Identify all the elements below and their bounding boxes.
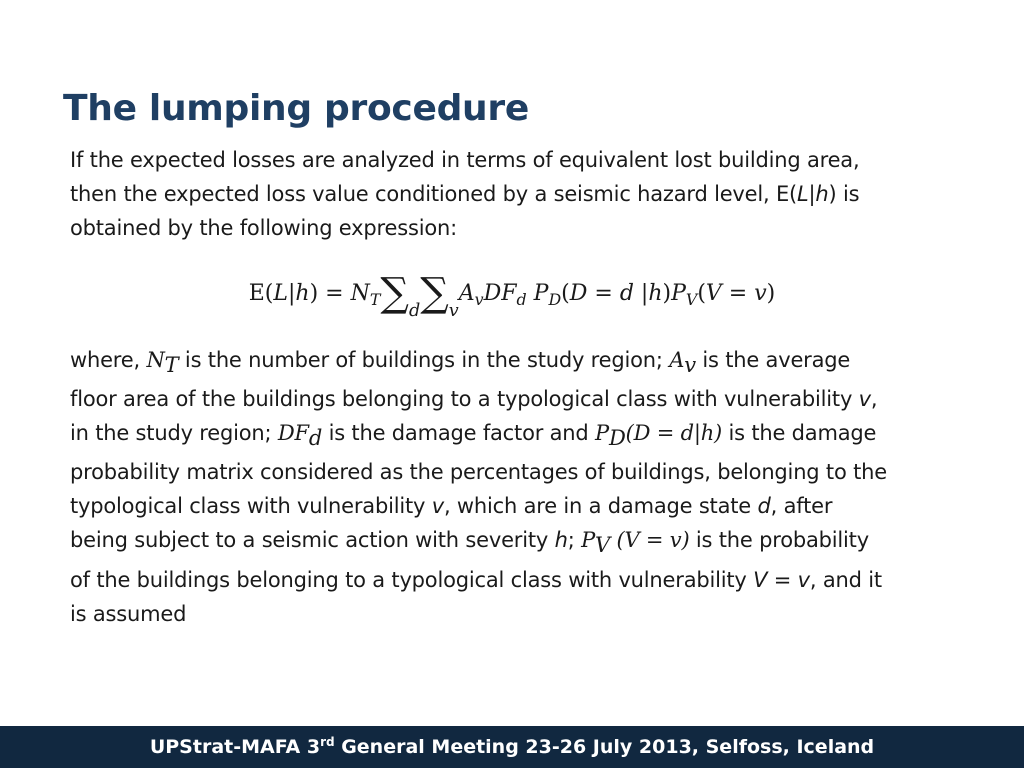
- formula-L: L: [273, 281, 288, 306]
- expected-loss-formula: [0, 264, 1024, 324]
- where-symbol-PD-args: (D = d|h): [625, 421, 723, 446]
- intro-line-1: If the expected losses are analyzed in terms of equivalent lost building area,: [70, 148, 860, 172]
- formula-expression: [249, 264, 776, 324]
- where-l7-c: , and it: [809, 567, 882, 592]
- where-paragraph: [70, 343, 887, 631]
- formula-PD-close: ): [662, 281, 672, 306]
- formula-sum-d-icon: ∑: [380, 270, 409, 316]
- slide-title: The lumping procedure: [63, 88, 529, 129]
- where-l5-b: , which are in a damage state: [443, 494, 758, 519]
- where-symbol-PV-args: (V = v): [610, 528, 690, 553]
- formula-lhs-open: (: [264, 281, 274, 306]
- where-symbol-PV-sub: V: [595, 533, 610, 558]
- where-symbol-PD: P: [595, 421, 609, 446]
- formula-PD-sub: D: [548, 289, 562, 309]
- formula-DF-sub: d: [516, 289, 527, 309]
- formula-DF: DF: [483, 281, 517, 306]
- where-l7-V: V: [753, 567, 768, 592]
- where-l6-h: h: [554, 528, 568, 553]
- where-l5-d: d: [757, 494, 771, 519]
- where-l7-b: =: [767, 567, 798, 592]
- where-l5-a: typological class with vulnerability: [70, 494, 432, 519]
- where-l7-a: of the buildings belonging to a typological class with vulnerability: [70, 567, 754, 592]
- where-l6-b: ;: [567, 528, 582, 553]
- where-symbol-PD-sub: D: [608, 426, 626, 451]
- where-line-2: [70, 382, 887, 416]
- formula-lhs-bar: |: [287, 281, 296, 306]
- where-l5-c: , after: [770, 494, 833, 519]
- formula-sum-v-sub: v: [448, 300, 459, 321]
- where-l6-a: being subject to a seismic action with severity: [70, 528, 555, 553]
- where-l3-a: in the study region;: [70, 421, 278, 446]
- footer-bar: [0, 726, 1024, 768]
- formula-E: E: [248, 281, 265, 306]
- where-line-5: [70, 489, 887, 523]
- where-symbol-DF: DF: [277, 421, 309, 446]
- footer-text-b: General Meeting 23-26 July 2013, Selfoss, Iceland: [334, 736, 875, 758]
- where-l2-b: ,: [870, 387, 878, 412]
- where-symbol-NT: N: [146, 348, 165, 372]
- footer-text: [150, 736, 874, 758]
- where-l2-v: v: [858, 387, 871, 412]
- where-l3-c: is the damage: [722, 421, 877, 446]
- formula-PD-open: (: [561, 281, 570, 306]
- formula-A: A: [458, 281, 475, 306]
- formula-PV-eq: =: [721, 281, 755, 306]
- intro-symbol-bar: |: [808, 182, 816, 206]
- formula-lhs-close: ): [309, 281, 319, 306]
- formula-PV-sub: V: [685, 289, 698, 309]
- where-symbol-NT-sub: T: [164, 353, 179, 378]
- intro-symbol-h: h: [815, 182, 829, 206]
- where-l1-c: is the average: [695, 348, 851, 372]
- where-l3-b: is the damage factor and: [322, 421, 596, 446]
- where-line-4: probability matrix considered as the percentages of buildings, belonging to the: [70, 460, 887, 485]
- where-l2-a: floor area of the buildings belonging to a typological class with vulnerability: [70, 387, 859, 412]
- where-symbol-Av: A: [669, 348, 685, 372]
- formula-sum-d-sub: d: [408, 300, 421, 321]
- where-l1-a: where,: [70, 348, 147, 372]
- intro-symbol-L: L: [797, 182, 809, 206]
- formula-PD-bar: |: [633, 281, 649, 306]
- formula-PD-d: d: [619, 281, 634, 306]
- formula-h: h: [295, 281, 310, 306]
- formula-PD-h: h: [648, 281, 663, 306]
- where-symbol-DF-sub: d: [308, 426, 323, 451]
- formula-PV-V: V: [705, 281, 722, 306]
- formula-PD-eq: =: [587, 281, 620, 306]
- where-l6-c: is the probability: [689, 528, 869, 553]
- formula-N: N: [350, 281, 370, 306]
- where-l7-v: v: [797, 567, 810, 592]
- intro-line-2: [70, 177, 859, 211]
- intro-line-3: obtained by the following expression:: [70, 216, 457, 240]
- intro-line-2-text: then the expected loss value conditioned by a seismic hazard level, E(: [70, 182, 798, 206]
- formula-PD-D: D: [569, 281, 588, 306]
- formula-N-sub: T: [369, 289, 381, 309]
- where-line-8: is assumed: [70, 601, 187, 626]
- intro-line-2-end: ) is: [828, 182, 860, 206]
- formula-PV: P: [671, 281, 686, 306]
- where-l1-b: is the number of buildings in the study region;: [178, 348, 670, 372]
- formula-PV-v: v: [754, 281, 767, 306]
- formula-sum-v-icon: ∑: [420, 270, 449, 316]
- formula-PV-open: (: [697, 281, 706, 306]
- where-symbol-Av-sub: v: [684, 353, 696, 378]
- where-line-7: [70, 563, 887, 597]
- where-line-1: [70, 343, 887, 382]
- where-symbol-PV: P: [581, 528, 596, 553]
- formula-A-sub: v: [474, 289, 484, 309]
- footer-ordinal: rd: [320, 735, 335, 749]
- where-line-3: [70, 416, 887, 455]
- formula-PV-close: ): [766, 281, 776, 306]
- where-line-6: [70, 523, 887, 562]
- formula-PD: P: [533, 281, 549, 306]
- formula-equals: =: [318, 281, 351, 306]
- where-l5-v: v: [431, 494, 444, 519]
- intro-paragraph: [70, 143, 859, 245]
- footer-text-a: UPStrat-MAFA 3: [149, 736, 321, 758]
